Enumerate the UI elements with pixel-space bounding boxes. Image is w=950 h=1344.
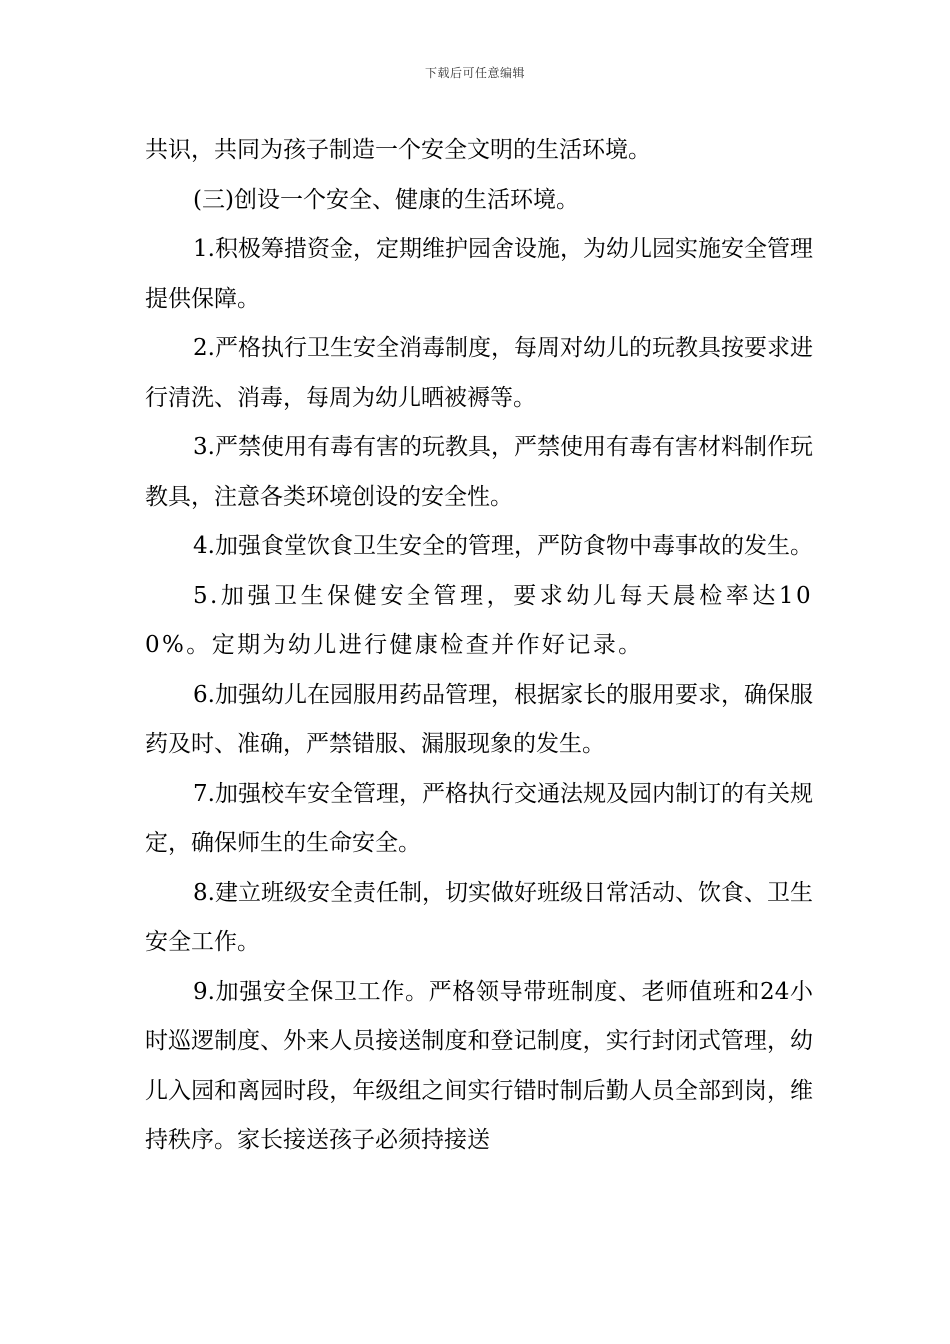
paragraph-item-2: 2.严格执行卫生安全消毒制度，每周对幼儿的玩教具按要求进行清洗、消毒，每周为幼儿晒被褥等。	[145, 335, 813, 411]
paragraph-intro-continuation: 共识，共同为孩子制造一个安全文明的生活环境。	[145, 137, 651, 163]
paragraph-item-6: 6.加强幼儿在园服用药品管理，根据家长的服用要求，确保服药及时、准确，严禁错服、漏服现象的发生。	[145, 681, 813, 757]
paragraph-section-three-heading: (三)创设一个安全、健康的生活环境。	[193, 186, 579, 213]
paragraph-item-8: 8.建立班级安全责任制，切实做好班级日常活动、饮食、卫生安全工作。	[145, 879, 813, 955]
paragraph-item-4: 4.加强食堂饮食卫生安全的管理，严防食物中毒事故的发生。	[193, 533, 813, 559]
paragraph-item-7: 7.加强校车安全管理，严格执行交通法规及园内制订的有关规定，确保师生的生命安全。	[145, 780, 813, 856]
paragraph-item-5: 5.加强卫生保健安全管理，要求幼儿每天晨检率达100%。定期为幼儿进行健康检查并作好记录。	[145, 582, 813, 658]
paragraph-item-1: 1.积极筹措资金，定期维护园舍设施，为幼儿园实施安全管理提供保障。	[145, 236, 813, 312]
paragraph-item-9: 9.加强安全保卫工作。严格领导带班制度、老师值班和24小时巡逻制度、外来人员接送制度和登记制度，实行封闭式管理，幼儿入园和离园时段，年级组之间实行错时制后勤人员全部到岗，维持秩序。家长接送孩子必须持接送	[145, 978, 813, 1153]
page-header-note: 下载后可任意编辑	[424, 66, 525, 80]
paragraph-item-3: 3.严禁使用有毒有害的玩教具，严禁使用有毒有害材料制作玩教具，注意各类环境创设的安全性。	[145, 434, 813, 510]
document-body	[145, 126, 813, 1166]
